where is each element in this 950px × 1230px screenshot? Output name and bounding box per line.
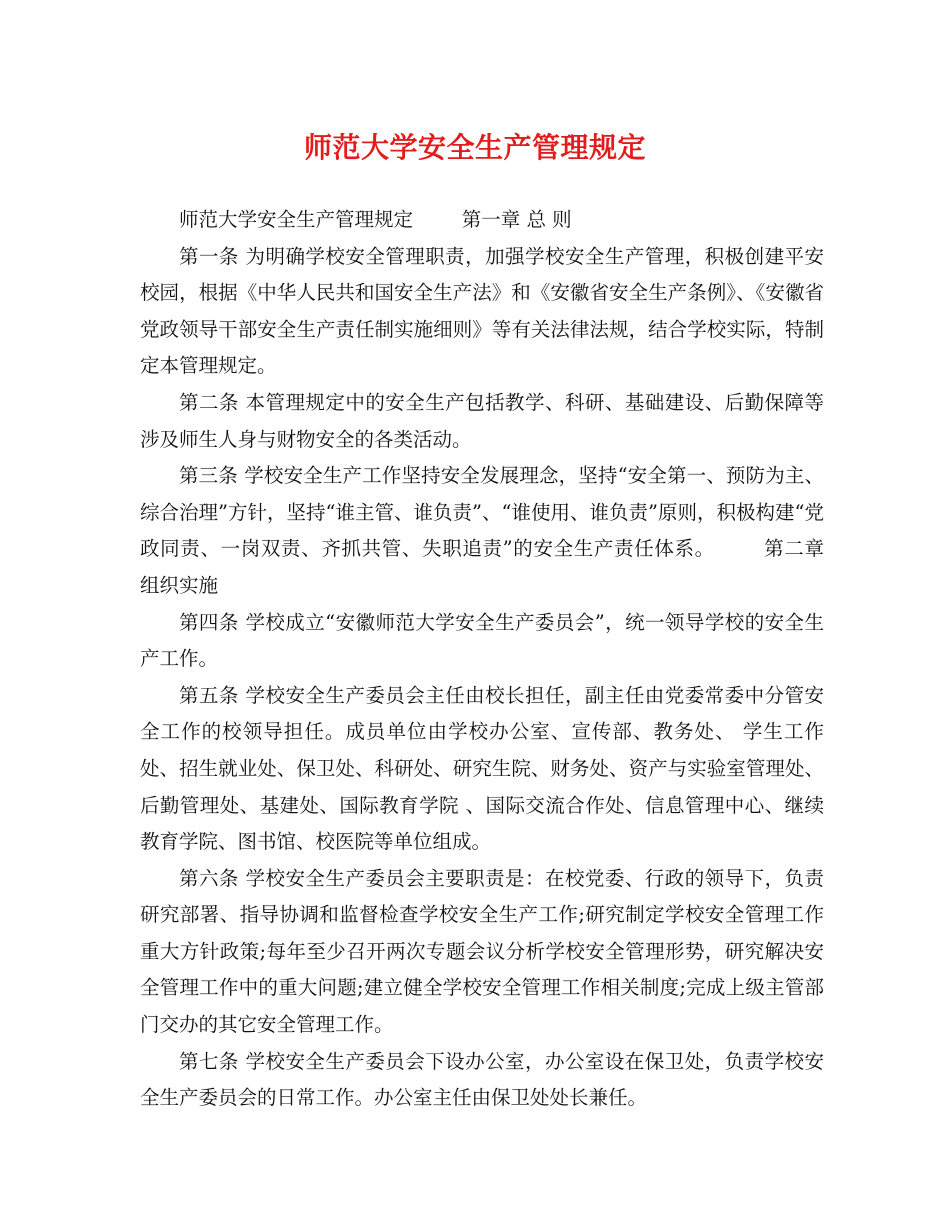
chapter-one-heading: 第一章 总 则 xyxy=(461,208,572,231)
article-4: 第四条 学校成立“安徽师范大学安全生产委员会”，统一领导学校的安全生产工作。 xyxy=(140,610,824,671)
chapter-two-heading: 第二章 组织实施 xyxy=(140,537,824,597)
article-6: 第六条 学校安全生产委员会主要职责是：在校党委、行政的领导下，负责研究部署、指导协调和监督检查学校安全生产工作;研究制定学校安全管理工作重大方针政策;每年至少召开两次专题会议分析学校安全管理形势，研究解决安全管理工作中的重大问题;建立健全学校安全管理工作相关制度;完成上级主管部门交办的其它安全管理工作。 xyxy=(140,866,824,1037)
article-5: 第五条 学校安全生产委员会主任由校长担任，副主任由党委常委中分管安全工作的校领导担任。成员单位由学校办公室、宣传部、教务处、 学生工作处、招生就业处、保卫处、科研处、研究生院、财务处、资产与实验室管理处、后勤管理处、基建处、国际教育学院 、国际交流合作处、信息管理中心、继续教育学院、图书馆、校医院等单位组成。 xyxy=(140,683,824,854)
article-2: 第二条 本管理规定中的安全生产包括教学、科研、基础建设、后勤保障等涉及师生人身与财物安全的各类活动。 xyxy=(140,390,824,451)
intro-doc-name: 师范大学安全生产管理规定 xyxy=(179,208,414,231)
article-3 xyxy=(140,458,824,604)
article-7: 第七条 学校安全生产委员会下设办公室，办公室设在保卫处，负责学校安全生产委员会的日常工作。办公室主任由保卫处处长兼任。 xyxy=(140,1049,824,1110)
article-1: 第一条 为明确学校安全管理职责，加强学校安全生产管理，积极创建平安校园，根据《中华人民共和国安全生产法》和《安徽省安全生产条例》、《安徽省党政领导干部安全生产责任制实施细则》等有关法律法规，结合学校实际，特制定本管理规定。 xyxy=(140,244,824,378)
article-3-text: 第三条 学校安全生产工作坚持安全发展理念，坚持“安全第一、预防为主、综合治理”方针，坚持“谁主管、谁负责”、“谁使用、谁负责”原则，积极构建“党政同责、一岗双责、齐抓共管、失职追责”的安全生产责任体系。 xyxy=(140,464,824,561)
intro-line xyxy=(140,202,824,239)
document-body xyxy=(140,202,824,1117)
document-title: 师范大学安全生产管理规定 xyxy=(303,131,646,164)
